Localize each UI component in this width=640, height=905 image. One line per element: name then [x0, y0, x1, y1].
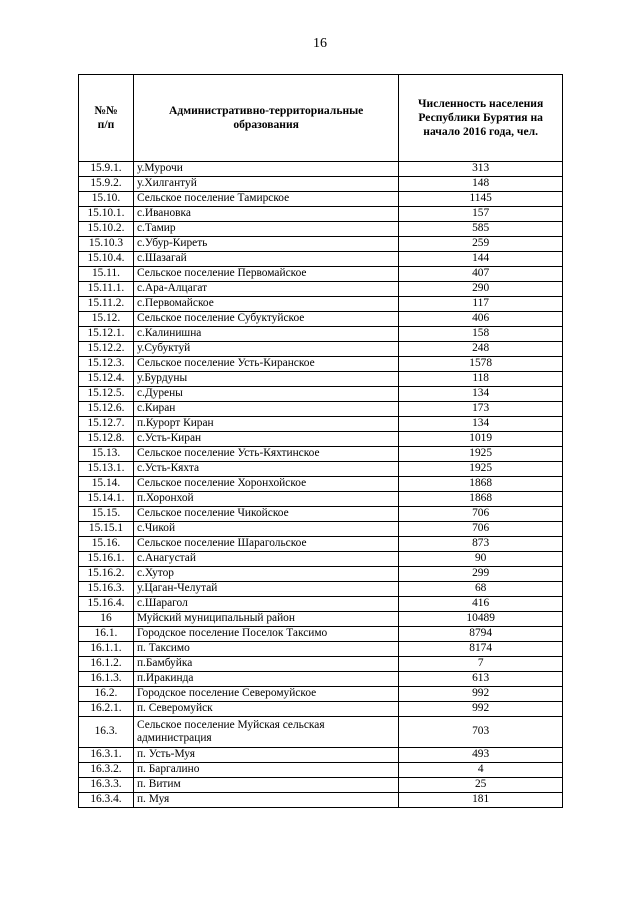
row-population: 299 — [399, 567, 563, 582]
table-row — [79, 402, 563, 417]
row-number: 15.14.1. — [79, 492, 134, 507]
row-name: Муйский муниципальный район — [133, 612, 398, 627]
row-name: п. Муя — [133, 793, 398, 808]
population-table — [78, 74, 563, 808]
row-number: 15.11.1. — [79, 282, 134, 297]
row-name: с.Шазагай — [133, 252, 398, 267]
row-name: Городское поселение Поселок Таксимо — [133, 627, 398, 642]
table-row — [79, 282, 563, 297]
header-population-text: Численность населения Республики Бурятия на начало 2016 года, чел. — [418, 97, 544, 138]
table-row — [79, 477, 563, 492]
row-population: 613 — [399, 672, 563, 687]
row-population: 134 — [399, 417, 563, 432]
row-number: 15.16.2. — [79, 567, 134, 582]
row-population: 290 — [399, 282, 563, 297]
row-population: 313 — [399, 162, 563, 177]
table-row — [79, 702, 563, 717]
row-number: 15.12.1. — [79, 327, 134, 342]
row-name: у.Мурочи — [133, 162, 398, 177]
table-row — [79, 252, 563, 267]
table-row — [79, 582, 563, 597]
row-name: с.Хутор — [133, 567, 398, 582]
row-population: 416 — [399, 597, 563, 612]
row-population: 8174 — [399, 642, 563, 657]
row-name: с.Калинишна — [133, 327, 398, 342]
row-population: 1145 — [399, 192, 563, 207]
row-number: 15.10.3 — [79, 237, 134, 252]
header-name — [133, 75, 398, 162]
row-number: 15.11. — [79, 267, 134, 282]
row-name: Сельское поселение Тамирское — [133, 192, 398, 207]
row-population: 407 — [399, 267, 563, 282]
row-name: с.Первомайское — [133, 297, 398, 312]
row-number: 15.12.3. — [79, 357, 134, 372]
table-row — [79, 462, 563, 477]
row-name: у.Хилгантуй — [133, 177, 398, 192]
row-number: 15.13.1. — [79, 462, 134, 477]
row-number: 15.10.2. — [79, 222, 134, 237]
table-row — [79, 492, 563, 507]
table-row — [79, 267, 563, 282]
table-row — [79, 237, 563, 252]
row-population: 703 — [399, 717, 563, 748]
row-population: 873 — [399, 537, 563, 552]
row-name: с.Усть-Кяхта — [133, 462, 398, 477]
row-population: 157 — [399, 207, 563, 222]
row-population: 1868 — [399, 477, 563, 492]
row-population: 706 — [399, 507, 563, 522]
row-population: 1868 — [399, 492, 563, 507]
row-name: Сельское поселение Субуктуйское — [133, 312, 398, 327]
row-number: 16 — [79, 612, 134, 627]
row-name: с.Тамир — [133, 222, 398, 237]
row-name: у.Бурдуны — [133, 372, 398, 387]
row-population: 706 — [399, 522, 563, 537]
row-number: 15.14. — [79, 477, 134, 492]
row-population: 493 — [399, 748, 563, 763]
row-population: 8794 — [399, 627, 563, 642]
row-population: 90 — [399, 552, 563, 567]
table-row — [79, 537, 563, 552]
table-row — [79, 162, 563, 177]
row-population: 173 — [399, 402, 563, 417]
row-number: 15.12. — [79, 312, 134, 327]
row-population: 134 — [399, 387, 563, 402]
row-number: 16.1.1. — [79, 642, 134, 657]
table-body — [79, 162, 563, 808]
row-number: 15.15. — [79, 507, 134, 522]
row-number: 15.12.2. — [79, 342, 134, 357]
row-population: 4 — [399, 763, 563, 778]
row-population: 259 — [399, 237, 563, 252]
row-number: 15.12.6. — [79, 402, 134, 417]
row-population: 25 — [399, 778, 563, 793]
row-number: 16.1. — [79, 627, 134, 642]
table-row — [79, 297, 563, 312]
row-number: 15.16. — [79, 537, 134, 552]
row-number: 16.3. — [79, 717, 134, 748]
row-number: 15.16.4. — [79, 597, 134, 612]
header-population — [399, 75, 563, 162]
row-name: с.Чикой — [133, 522, 398, 537]
row-name: п. Баргалино — [133, 763, 398, 778]
row-name: с.Киран — [133, 402, 398, 417]
row-number: 15.9.1. — [79, 162, 134, 177]
table-row — [79, 627, 563, 642]
table-row — [79, 672, 563, 687]
table-row — [79, 687, 563, 702]
row-number: 15.16.1. — [79, 552, 134, 567]
table-row — [79, 447, 563, 462]
table-row — [79, 432, 563, 447]
table-row — [79, 717, 563, 748]
row-number: 16.3.1. — [79, 748, 134, 763]
table-row — [79, 192, 563, 207]
table-row — [79, 778, 563, 793]
row-population: 992 — [399, 702, 563, 717]
table-row — [79, 748, 563, 763]
row-name: с.Ара-Алцагат — [133, 282, 398, 297]
row-name: с.Убур-Киреть — [133, 237, 398, 252]
row-name: п. Витим — [133, 778, 398, 793]
row-name: п. Таксимо — [133, 642, 398, 657]
row-name: с.Усть-Киран — [133, 432, 398, 447]
table-row — [79, 327, 563, 342]
row-number: 15.12.7. — [79, 417, 134, 432]
row-population: 117 — [399, 297, 563, 312]
table-row — [79, 552, 563, 567]
table-row — [79, 793, 563, 808]
row-name: п. Северомуйск — [133, 702, 398, 717]
table-row — [79, 387, 563, 402]
table-row — [79, 597, 563, 612]
row-name: Городское поселение Северомуйское — [133, 687, 398, 702]
table-row — [79, 177, 563, 192]
table-row — [79, 222, 563, 237]
row-population: 68 — [399, 582, 563, 597]
table-header-row — [79, 75, 563, 162]
table-row — [79, 357, 563, 372]
row-number: 16.3.2. — [79, 763, 134, 778]
row-name: Сельское поселение Муйская сельская администрация — [133, 717, 398, 748]
row-name: Сельское поселение Первомайское — [133, 267, 398, 282]
table-row — [79, 763, 563, 778]
row-population: 585 — [399, 222, 563, 237]
row-number: 15.16.3. — [79, 582, 134, 597]
table-row — [79, 612, 563, 627]
row-number: 15.12.5. — [79, 387, 134, 402]
table-row — [79, 522, 563, 537]
header-number-text: №№ п/п — [94, 104, 118, 131]
row-population: 181 — [399, 793, 563, 808]
table-row — [79, 312, 563, 327]
row-name: у.Цаган-Челутай — [133, 582, 398, 597]
row-name: п. Усть-Муя — [133, 748, 398, 763]
row-population: 1019 — [399, 432, 563, 447]
table-row — [79, 567, 563, 582]
table-row — [79, 372, 563, 387]
row-population: 158 — [399, 327, 563, 342]
row-number: 16.3.3. — [79, 778, 134, 793]
table-row — [79, 507, 563, 522]
row-number: 15.9.2. — [79, 177, 134, 192]
row-population: 144 — [399, 252, 563, 267]
row-population: 248 — [399, 342, 563, 357]
table-row — [79, 657, 563, 672]
row-name: Сельское поселение Усть-Кяхтинское — [133, 447, 398, 462]
row-name: с.Дурены — [133, 387, 398, 402]
row-population: 1925 — [399, 447, 563, 462]
row-name: п.Иракинда — [133, 672, 398, 687]
row-name: с.Шарагол — [133, 597, 398, 612]
row-number: 15.10.1. — [79, 207, 134, 222]
row-population: 1578 — [399, 357, 563, 372]
row-name: с.Анагустай — [133, 552, 398, 567]
row-number: 15.11.2. — [79, 297, 134, 312]
row-number: 16.2.1. — [79, 702, 134, 717]
header-number — [79, 75, 134, 162]
row-population: 148 — [399, 177, 563, 192]
row-number: 15.12.4. — [79, 372, 134, 387]
header-name-text: Административно-территориальные образования — [168, 104, 364, 131]
table-row — [79, 207, 563, 222]
table-row — [79, 642, 563, 657]
row-number: 16.3.4. — [79, 793, 134, 808]
row-name: п.Хоронхой — [133, 492, 398, 507]
table-row — [79, 417, 563, 432]
row-population: 118 — [399, 372, 563, 387]
row-number: 15.13. — [79, 447, 134, 462]
row-number: 15.12.8. — [79, 432, 134, 447]
page-number: 16 — [313, 36, 327, 51]
row-name: Сельское поселение Шарагольское — [133, 537, 398, 552]
row-name: Сельское поселение Хоронхойское — [133, 477, 398, 492]
row-number: 15.15.1 — [79, 522, 134, 537]
row-number: 16.2. — [79, 687, 134, 702]
row-name: Сельское поселение Чикойское — [133, 507, 398, 522]
row-name: с.Ивановка — [133, 207, 398, 222]
row-number: 16.1.3. — [79, 672, 134, 687]
row-number: 15.10.4. — [79, 252, 134, 267]
row-population: 7 — [399, 657, 563, 672]
row-number: 15.10. — [79, 192, 134, 207]
row-population: 406 — [399, 312, 563, 327]
row-population: 1925 — [399, 462, 563, 477]
row-population: 10489 — [399, 612, 563, 627]
table-row — [79, 342, 563, 357]
row-name: Сельское поселение Усть-Киранское — [133, 357, 398, 372]
row-population: 992 — [399, 687, 563, 702]
row-name: у.Субуктуй — [133, 342, 398, 357]
row-name: п.Курорт Киран — [133, 417, 398, 432]
row-number: 16.1.2. — [79, 657, 134, 672]
row-name: п.Бамбуйка — [133, 657, 398, 672]
